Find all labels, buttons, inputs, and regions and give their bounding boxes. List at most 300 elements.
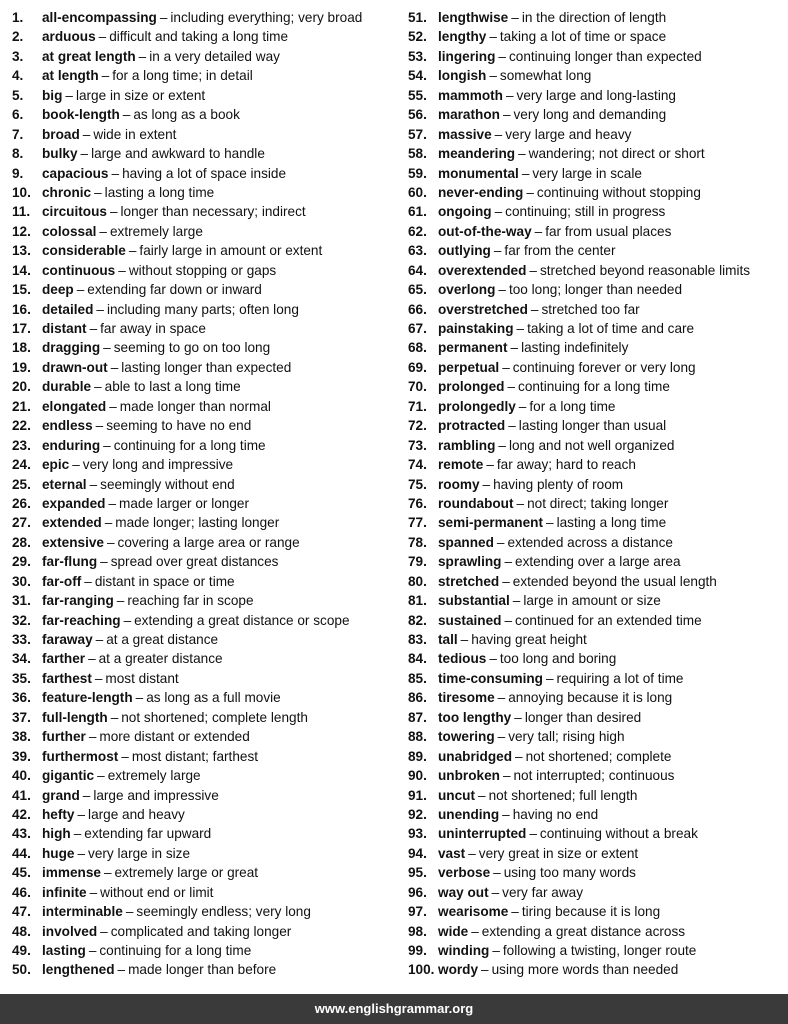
item-word: extensive	[42, 534, 104, 550]
item-definition: fairly large in amount or extent	[139, 243, 323, 259]
item-separator: –	[103, 340, 111, 356]
item-number: 98.	[408, 923, 427, 939]
item-separator: –	[104, 515, 113, 531]
item-word: tiresome	[438, 690, 495, 706]
item-word: bulky	[42, 146, 78, 162]
item-separator: –	[101, 68, 110, 84]
item-definition: extending a great distance across	[481, 923, 686, 939]
item-word: book-length	[42, 107, 120, 123]
item-number: 51.	[408, 10, 427, 25]
item-word: lasting	[42, 943, 86, 958]
item-number: 24.	[12, 457, 31, 473]
item-definition: longer than necessary; indirect	[120, 204, 306, 220]
item-number: 58.	[408, 146, 427, 162]
item-separator: –	[498, 48, 506, 64]
list-item	[408, 222, 786, 241]
item-number: 85.	[408, 670, 427, 686]
item-word: continuous	[42, 262, 116, 278]
item-number: 70.	[408, 379, 427, 395]
item-separator: –	[77, 806, 86, 822]
item-number: 37.	[12, 709, 31, 725]
item-number: 73.	[408, 437, 427, 453]
list-item	[12, 572, 404, 591]
item-word: prolonged	[438, 379, 505, 395]
item-definition: for a long time; in detail	[112, 68, 253, 84]
item-number: 53.	[408, 48, 427, 64]
item-definition: large in size or extent	[75, 87, 206, 103]
item-separator: –	[96, 301, 104, 317]
item-number: 55.	[408, 87, 427, 103]
item-word: at great length	[42, 48, 136, 64]
item-separator: –	[514, 709, 522, 725]
item-definition: not interrupted; continuous	[513, 768, 675, 784]
item-separator: –	[110, 709, 119, 725]
item-number: 15.	[12, 282, 31, 298]
item-word: perpetual	[438, 359, 500, 375]
item-number: 25.	[12, 476, 31, 492]
item-word: overstretched	[438, 301, 528, 317]
item-word: permanent	[438, 340, 508, 356]
item-separator: –	[498, 437, 506, 453]
item-definition: very great in size or extent	[478, 845, 639, 861]
item-definition: having plenty of room	[493, 476, 624, 492]
item-separator: –	[468, 845, 476, 861]
list-item	[408, 747, 786, 766]
item-word: involved	[42, 923, 98, 939]
item-definition: tiring because it is long	[521, 904, 661, 920]
list-item	[12, 47, 404, 66]
list-item	[408, 727, 786, 746]
item-definition: large and impressive	[93, 787, 219, 803]
list-item	[408, 766, 786, 785]
item-word: dragging	[42, 340, 101, 356]
item-number: 29.	[12, 554, 31, 570]
item-definition: not direct; taking longer	[527, 495, 669, 511]
list-item	[408, 786, 786, 805]
item-number: 12.	[12, 223, 31, 239]
item-separator: –	[529, 826, 537, 842]
item-separator: –	[510, 340, 519, 356]
item-definition: extending over a large area	[515, 554, 681, 570]
item-number: 92.	[408, 806, 427, 822]
item-definition: including many parts; often long	[106, 301, 299, 317]
item-definition: in a very detailed way	[149, 48, 280, 64]
item-number: 14.	[12, 262, 31, 278]
item-number: 91.	[408, 787, 427, 803]
item-separator: –	[94, 670, 103, 686]
list-item	[12, 552, 404, 571]
item-separator: –	[521, 165, 530, 181]
list-item	[12, 960, 404, 979]
item-definition: somewhat long	[499, 68, 592, 84]
item-separator: –	[512, 593, 521, 609]
item-definition: extremely large	[109, 223, 203, 239]
list-item	[12, 805, 404, 824]
item-word: longish	[438, 68, 487, 84]
item-separator: –	[502, 768, 511, 784]
item-number: 43.	[12, 826, 31, 842]
list-item	[12, 475, 404, 494]
item-number: 50.	[12, 962, 31, 978]
item-word: too lengthy	[438, 709, 512, 725]
item-word: eternal	[42, 476, 87, 492]
item-definition: far away; hard to reach	[496, 457, 636, 473]
list-item	[12, 8, 404, 27]
item-separator: –	[76, 282, 85, 298]
list-item	[12, 222, 404, 241]
item-definition: without end or limit	[100, 884, 214, 900]
item-number: 34.	[12, 651, 31, 667]
item-separator: –	[498, 282, 506, 298]
item-word: winding	[438, 943, 490, 958]
item-word: roundabout	[438, 495, 514, 511]
item-separator: –	[493, 243, 502, 259]
list-item	[408, 494, 786, 513]
item-number: 48.	[12, 923, 31, 939]
list-item	[12, 416, 404, 435]
item-number: 57.	[408, 126, 427, 142]
item-word: farther	[42, 651, 86, 667]
item-separator: –	[95, 418, 104, 434]
item-separator: –	[89, 321, 98, 336]
list-item	[408, 241, 786, 260]
item-separator: –	[100, 923, 108, 939]
item-separator: –	[496, 534, 505, 550]
list-item	[12, 766, 404, 785]
list-item	[12, 27, 404, 46]
item-definition: wandering; not direct or short	[528, 146, 705, 162]
item-word: protracted	[438, 418, 506, 434]
item-number: 8.	[12, 146, 24, 162]
item-definition: longer than desired	[524, 709, 642, 725]
list-item	[12, 708, 404, 727]
item-number: 67.	[408, 321, 427, 336]
item-word: lingering	[438, 48, 496, 64]
item-separator: –	[511, 10, 519, 25]
list-item	[408, 922, 786, 941]
item-definition: made longer; lasting longer	[115, 515, 280, 531]
list-item	[408, 202, 786, 221]
item-separator: –	[116, 593, 125, 609]
list-item	[408, 300, 786, 319]
list-item	[12, 455, 404, 474]
item-number: 19.	[12, 359, 31, 375]
list-item	[408, 416, 786, 435]
item-word: elongated	[42, 398, 107, 414]
item-definition: very long and impressive	[82, 457, 234, 473]
word-list-column-right	[408, 8, 786, 980]
item-separator: –	[88, 943, 97, 958]
list-item	[12, 202, 404, 221]
item-number: 59.	[408, 165, 427, 181]
item-definition: stretched too far	[541, 301, 640, 317]
item-word: feature-length	[42, 690, 133, 706]
item-separator: –	[505, 87, 514, 103]
list-item	[12, 319, 404, 338]
list-item	[408, 397, 786, 416]
item-word: infinite	[42, 884, 87, 900]
list-item	[408, 591, 786, 610]
item-definition: very large in size	[88, 845, 191, 861]
item-number: 54.	[408, 68, 427, 84]
list-item	[408, 863, 786, 882]
item-number: 36.	[12, 690, 31, 706]
list-item	[408, 669, 786, 688]
list-item	[12, 144, 404, 163]
list-item	[12, 66, 404, 85]
item-definition: at a great distance	[106, 632, 219, 647]
item-word: detailed	[42, 301, 94, 317]
item-definition: not shortened; complete	[525, 748, 672, 764]
item-word: chronic	[42, 184, 92, 200]
item-number: 74.	[408, 457, 427, 473]
item-word: tedious	[438, 651, 487, 667]
item-definition: very large and heavy	[505, 126, 632, 142]
list-item	[408, 164, 786, 183]
item-word: remote	[438, 457, 484, 473]
item-word: out-of-the-way	[438, 223, 532, 239]
item-separator: –	[508, 418, 516, 434]
item-definition: far from the center	[504, 243, 616, 259]
item-word: painstaking	[438, 321, 514, 336]
item-separator: –	[128, 243, 137, 259]
item-word: far-ranging	[42, 593, 114, 609]
item-number: 81.	[408, 593, 427, 609]
item-word: grand	[42, 787, 80, 803]
item-definition: extending far down or inward	[87, 282, 262, 298]
list-item	[408, 455, 786, 474]
item-number: 38.	[12, 729, 31, 745]
list-item	[12, 824, 404, 843]
list-item	[408, 805, 786, 824]
item-word: tall	[438, 632, 458, 647]
item-definition: far away in space	[100, 321, 206, 336]
item-separator: –	[489, 68, 497, 84]
item-word: circuitous	[42, 204, 107, 220]
item-number: 27.	[12, 515, 31, 531]
item-word: arduous	[42, 29, 96, 45]
item-word: big	[42, 87, 63, 103]
item-definition: using too many words	[503, 865, 636, 881]
item-number: 6.	[12, 107, 24, 123]
item-word: sustained	[438, 612, 502, 628]
item-word: lengthened	[42, 962, 115, 978]
item-word: huge	[42, 845, 75, 861]
item-separator: –	[502, 573, 510, 589]
item-number: 31.	[12, 593, 31, 609]
item-number: 13.	[12, 243, 31, 259]
item-separator: –	[493, 865, 501, 881]
list-item	[12, 377, 404, 396]
item-word: farthest	[42, 670, 92, 686]
item-word: roomy	[438, 476, 480, 492]
list-item	[12, 358, 404, 377]
list-item	[408, 960, 786, 979]
item-number: 80.	[408, 573, 427, 589]
item-separator: –	[159, 10, 168, 25]
list-item	[408, 47, 786, 66]
item-separator: –	[489, 651, 497, 667]
item-word: uninterrupted	[438, 826, 527, 842]
item-word: far-reaching	[42, 612, 121, 628]
item-number: 16.	[12, 301, 31, 317]
item-separator: –	[494, 126, 503, 142]
item-definition: taking a lot of time and care	[527, 321, 695, 336]
item-number: 22.	[12, 418, 31, 434]
item-separator: –	[88, 729, 97, 745]
item-definition: seeming to go on too long	[113, 340, 271, 356]
item-word: semi-permanent	[438, 515, 544, 531]
item-definition: continuing for a long time	[518, 379, 670, 395]
item-word: gigantic	[42, 768, 95, 784]
list-item	[408, 261, 786, 280]
list-item	[408, 572, 786, 591]
item-word: distant	[42, 321, 87, 336]
item-separator: –	[529, 262, 537, 278]
list-item	[12, 922, 404, 941]
item-separator: –	[122, 107, 131, 123]
item-definition: most distant	[105, 670, 179, 686]
item-separator: –	[511, 904, 519, 920]
list-item	[408, 358, 786, 377]
list-item	[408, 105, 786, 124]
item-word: drawn-out	[42, 359, 108, 375]
item-word: extended	[42, 515, 102, 531]
item-separator: –	[72, 457, 80, 473]
item-number: 78.	[408, 534, 427, 550]
item-word: ongoing	[438, 204, 492, 220]
item-word: outlying	[438, 243, 491, 259]
list-item	[12, 125, 404, 144]
item-number: 75.	[408, 476, 427, 492]
item-definition: reaching far in scope	[127, 593, 254, 609]
item-word: high	[42, 826, 71, 842]
item-word: lengthwise	[438, 10, 509, 25]
item-word: unending	[438, 806, 500, 822]
item-word: marathon	[438, 107, 500, 123]
item-definition: stretched beyond reasonable limits	[539, 262, 751, 278]
item-word: expanded	[42, 495, 106, 511]
item-definition: extending far upward	[84, 826, 212, 842]
item-separator: –	[502, 806, 510, 822]
item-word: furthermost	[42, 748, 119, 764]
item-number: 26.	[12, 495, 31, 511]
list-item	[12, 786, 404, 805]
item-definition: made longer than before	[128, 962, 277, 978]
item-word: sprawling	[438, 554, 502, 570]
item-definition: seeming to have no end	[106, 418, 252, 434]
item-number: 1.	[12, 10, 24, 25]
item-definition: continuing longer than expected	[508, 48, 702, 64]
item-separator: –	[89, 884, 98, 900]
word-list-column-left	[12, 8, 404, 980]
item-definition: complicated and taking longer	[110, 923, 292, 939]
item-separator: –	[89, 476, 98, 492]
item-definition: having no end	[512, 806, 599, 822]
item-definition: requiring a lot of time	[556, 670, 684, 686]
list-item	[408, 824, 786, 843]
item-definition: continuing; still in progress	[505, 204, 666, 220]
item-definition: continuing for a long time	[99, 943, 252, 958]
item-word: time-consuming	[438, 670, 543, 686]
item-definition: more distant or extended	[99, 729, 250, 745]
list-item	[12, 747, 404, 766]
list-item	[408, 183, 786, 202]
item-separator: –	[94, 379, 102, 395]
item-separator: –	[100, 554, 108, 570]
item-number: 56.	[408, 107, 427, 123]
item-separator: –	[494, 204, 503, 220]
list-item	[408, 630, 786, 649]
item-word: monumental	[438, 165, 519, 181]
list-item	[12, 669, 404, 688]
item-separator: –	[109, 204, 118, 220]
item-separator: –	[82, 126, 91, 142]
item-separator: –	[545, 670, 554, 686]
list-item	[408, 688, 786, 707]
item-separator: –	[94, 184, 102, 200]
item-separator: –	[502, 107, 511, 123]
item-number: 42.	[12, 806, 31, 822]
item-definition: not shortened; full length	[488, 787, 638, 803]
item-number: 95.	[408, 865, 427, 881]
item-number: 89.	[408, 748, 427, 764]
list-item	[12, 105, 404, 124]
item-number: 62.	[408, 223, 427, 239]
item-separator: –	[515, 748, 523, 764]
list-item	[12, 649, 404, 668]
item-definition: made larger or longer	[119, 495, 249, 511]
item-separator: –	[489, 29, 497, 45]
list-item	[408, 649, 786, 668]
item-definition: lasting longer than usual	[518, 418, 667, 434]
item-word: durable	[42, 379, 92, 395]
item-word: unabridged	[438, 748, 513, 764]
item-number: 68.	[408, 340, 427, 356]
list-item	[12, 727, 404, 746]
item-separator: –	[111, 165, 120, 181]
item-number: 79.	[408, 554, 427, 570]
item-word: lengthy	[438, 29, 487, 45]
list-item	[408, 844, 786, 863]
item-number: 96.	[408, 884, 427, 900]
item-word: further	[42, 729, 86, 745]
list-item	[12, 883, 404, 902]
list-item	[408, 280, 786, 299]
item-number: 4.	[12, 68, 24, 84]
item-definition: as long as a full movie	[146, 690, 281, 706]
item-definition: having great height	[471, 632, 587, 647]
list-item	[408, 533, 786, 552]
list-item	[408, 338, 786, 357]
list-item	[12, 863, 404, 882]
item-separator: –	[118, 262, 126, 278]
item-definition: without stopping or gaps	[128, 262, 277, 278]
list-item	[12, 494, 404, 513]
item-number: 21.	[12, 398, 31, 414]
item-definition: extending a great distance or scope	[134, 612, 350, 628]
item-number: 52.	[408, 29, 427, 45]
item-word: way out	[438, 884, 489, 900]
item-number: 41.	[12, 787, 31, 803]
item-number: 9.	[12, 165, 24, 181]
item-definition: most distant; farthest	[131, 748, 259, 764]
item-word: wearisome	[438, 904, 509, 920]
list-item	[12, 397, 404, 416]
item-definition: extremely large	[107, 768, 201, 784]
list-item	[12, 300, 404, 319]
item-word: interminable	[42, 904, 123, 920]
